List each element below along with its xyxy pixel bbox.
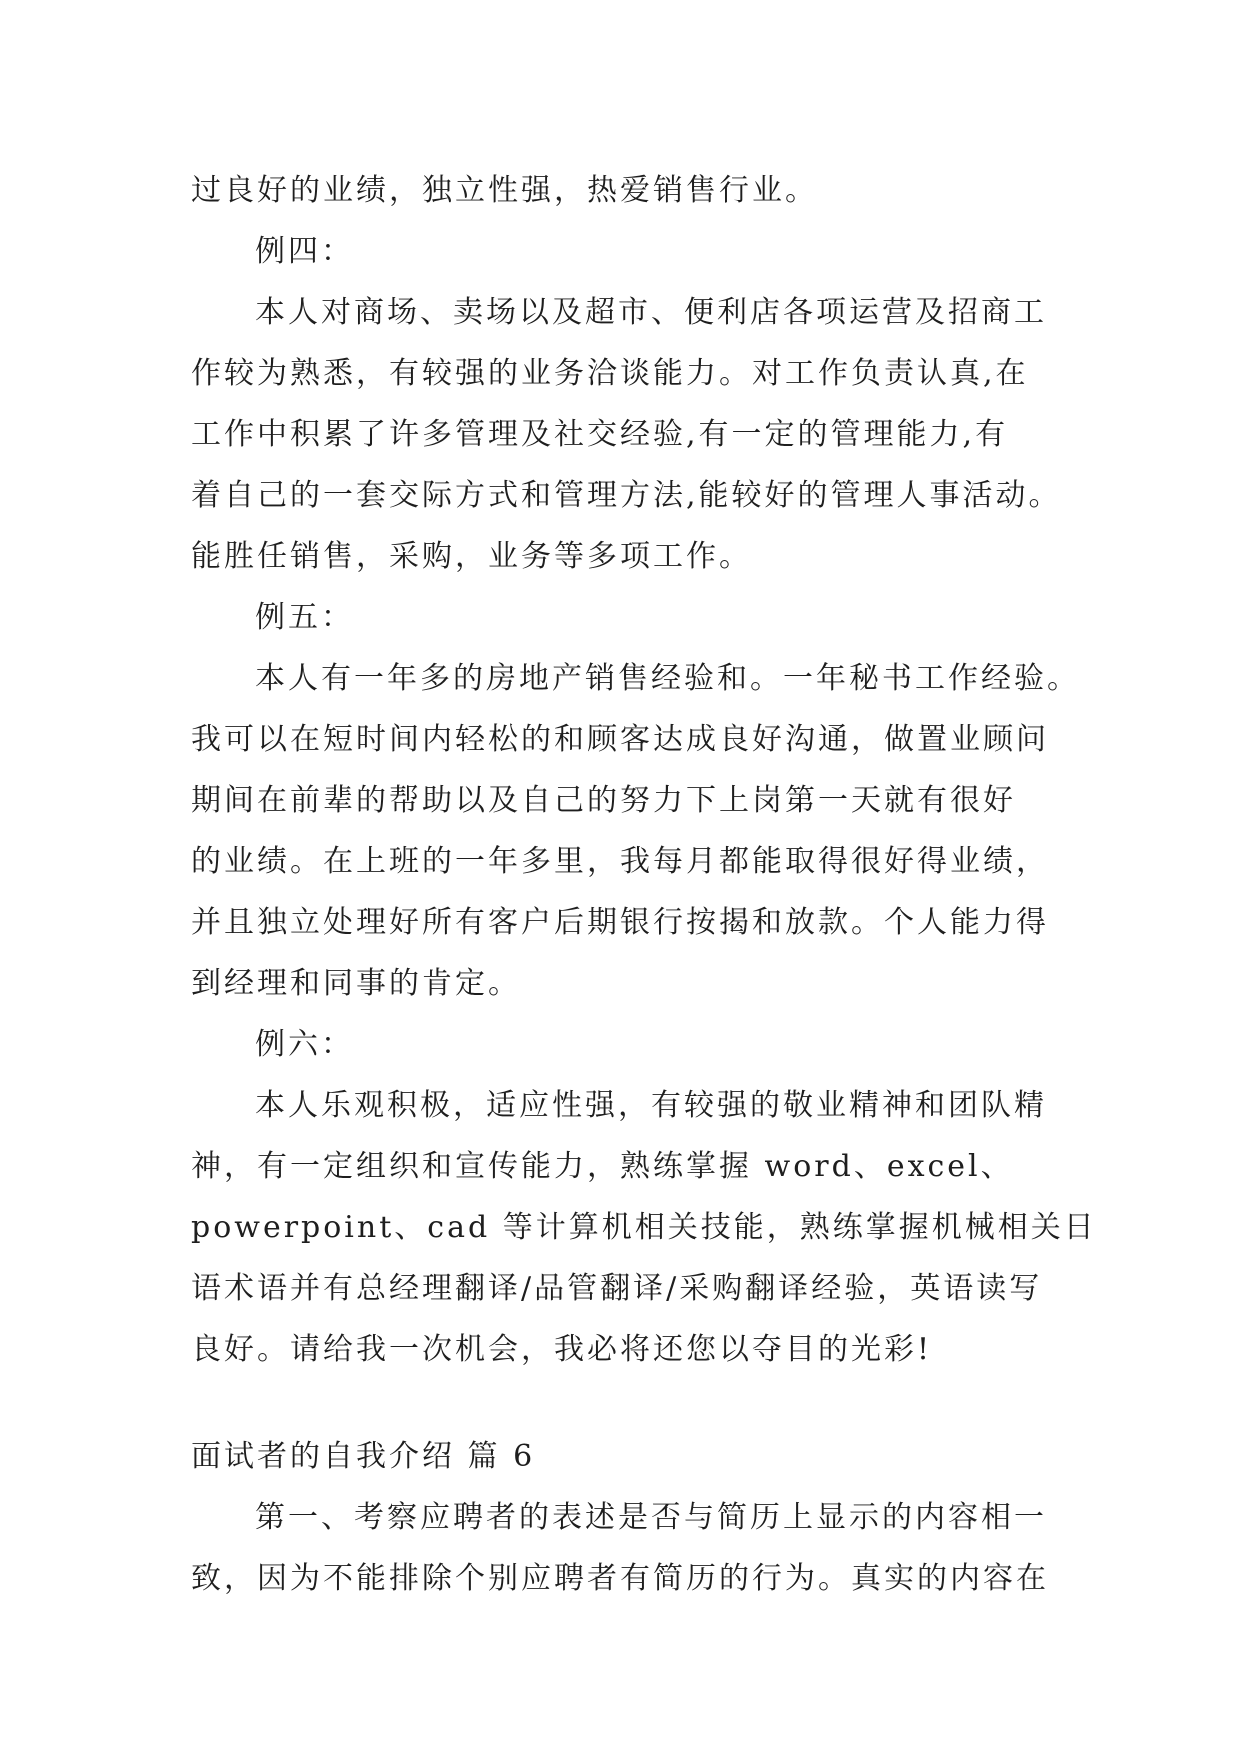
paragraph-line: 能胜任销售，采购，业务等多项工作。	[191, 539, 752, 574]
paragraph-line: 语术语并有总经理翻译/品管翻译/采购翻译经验，英语读写	[191, 1271, 1043, 1306]
paragraph-line: 到经理和同事的肯定。	[191, 966, 521, 1001]
paragraph-line: 工作中积累了许多管理及社交经验,有一定的管理能力,有	[191, 417, 1009, 452]
paragraph-line: 本人有一年多的房地产销售经验和。一年秘书工作经验。	[255, 661, 1080, 696]
paragraph-line: 作较为熟悉，有较强的业务洽谈能力。对工作负责认真,在	[191, 356, 1029, 391]
example-6-label: 例六：	[255, 1027, 354, 1062]
paragraph-line: 过良好的业绩，独立性强，热爱销售行业。	[191, 173, 818, 208]
paragraph-line: 本人乐观积极，适应性强，有较强的敬业精神和团队精	[255, 1088, 1047, 1123]
section-spacer	[191, 1380, 1061, 1426]
paragraph-line: powerpoint、cad 等计算机相关技能，熟练掌握机械相关日	[191, 1210, 1097, 1245]
paragraph-line: 第一、考察应聘者的表述是否与简历上显示的内容相一	[255, 1500, 1047, 1535]
paragraph-line: 的业绩。在上班的一年多里，我每月都能取得很好得业绩，	[191, 844, 1049, 879]
paragraph-line: 期间在前辈的帮助以及自己的努力下上岗第一天就有很好	[191, 783, 1016, 818]
paragraph-line: 我可以在短时间内轻松的和顾客达成良好沟通，做置业顾问	[191, 722, 1049, 757]
paragraph-line: 良好。请给我一次机会，我必将还您以夺目的光彩!	[191, 1332, 933, 1367]
paragraph-line: 本人对商场、卖场以及超市、便利店各项运营及招商工	[255, 295, 1047, 330]
paragraph-line: 神，有一定组织和宣传能力，熟练掌握 word、excel、	[191, 1149, 1014, 1184]
paragraph-line: 并且独立处理好所有客户后期银行按揭和放款。个人能力得	[191, 905, 1049, 940]
example-4-label: 例四：	[255, 234, 354, 269]
paragraph-line: 着自己的一套交际方式和管理方法,能较好的管理人事活动。	[191, 478, 1062, 513]
document-body	[191, 160, 1097, 1609]
example-5-label: 例五：	[255, 600, 354, 635]
paragraph-line: 致，因为不能排除个别应聘者有简历的行为。真实的内容在	[191, 1561, 1049, 1596]
section-6-heading: 面试者的自我介绍 篇 6	[191, 1439, 536, 1474]
